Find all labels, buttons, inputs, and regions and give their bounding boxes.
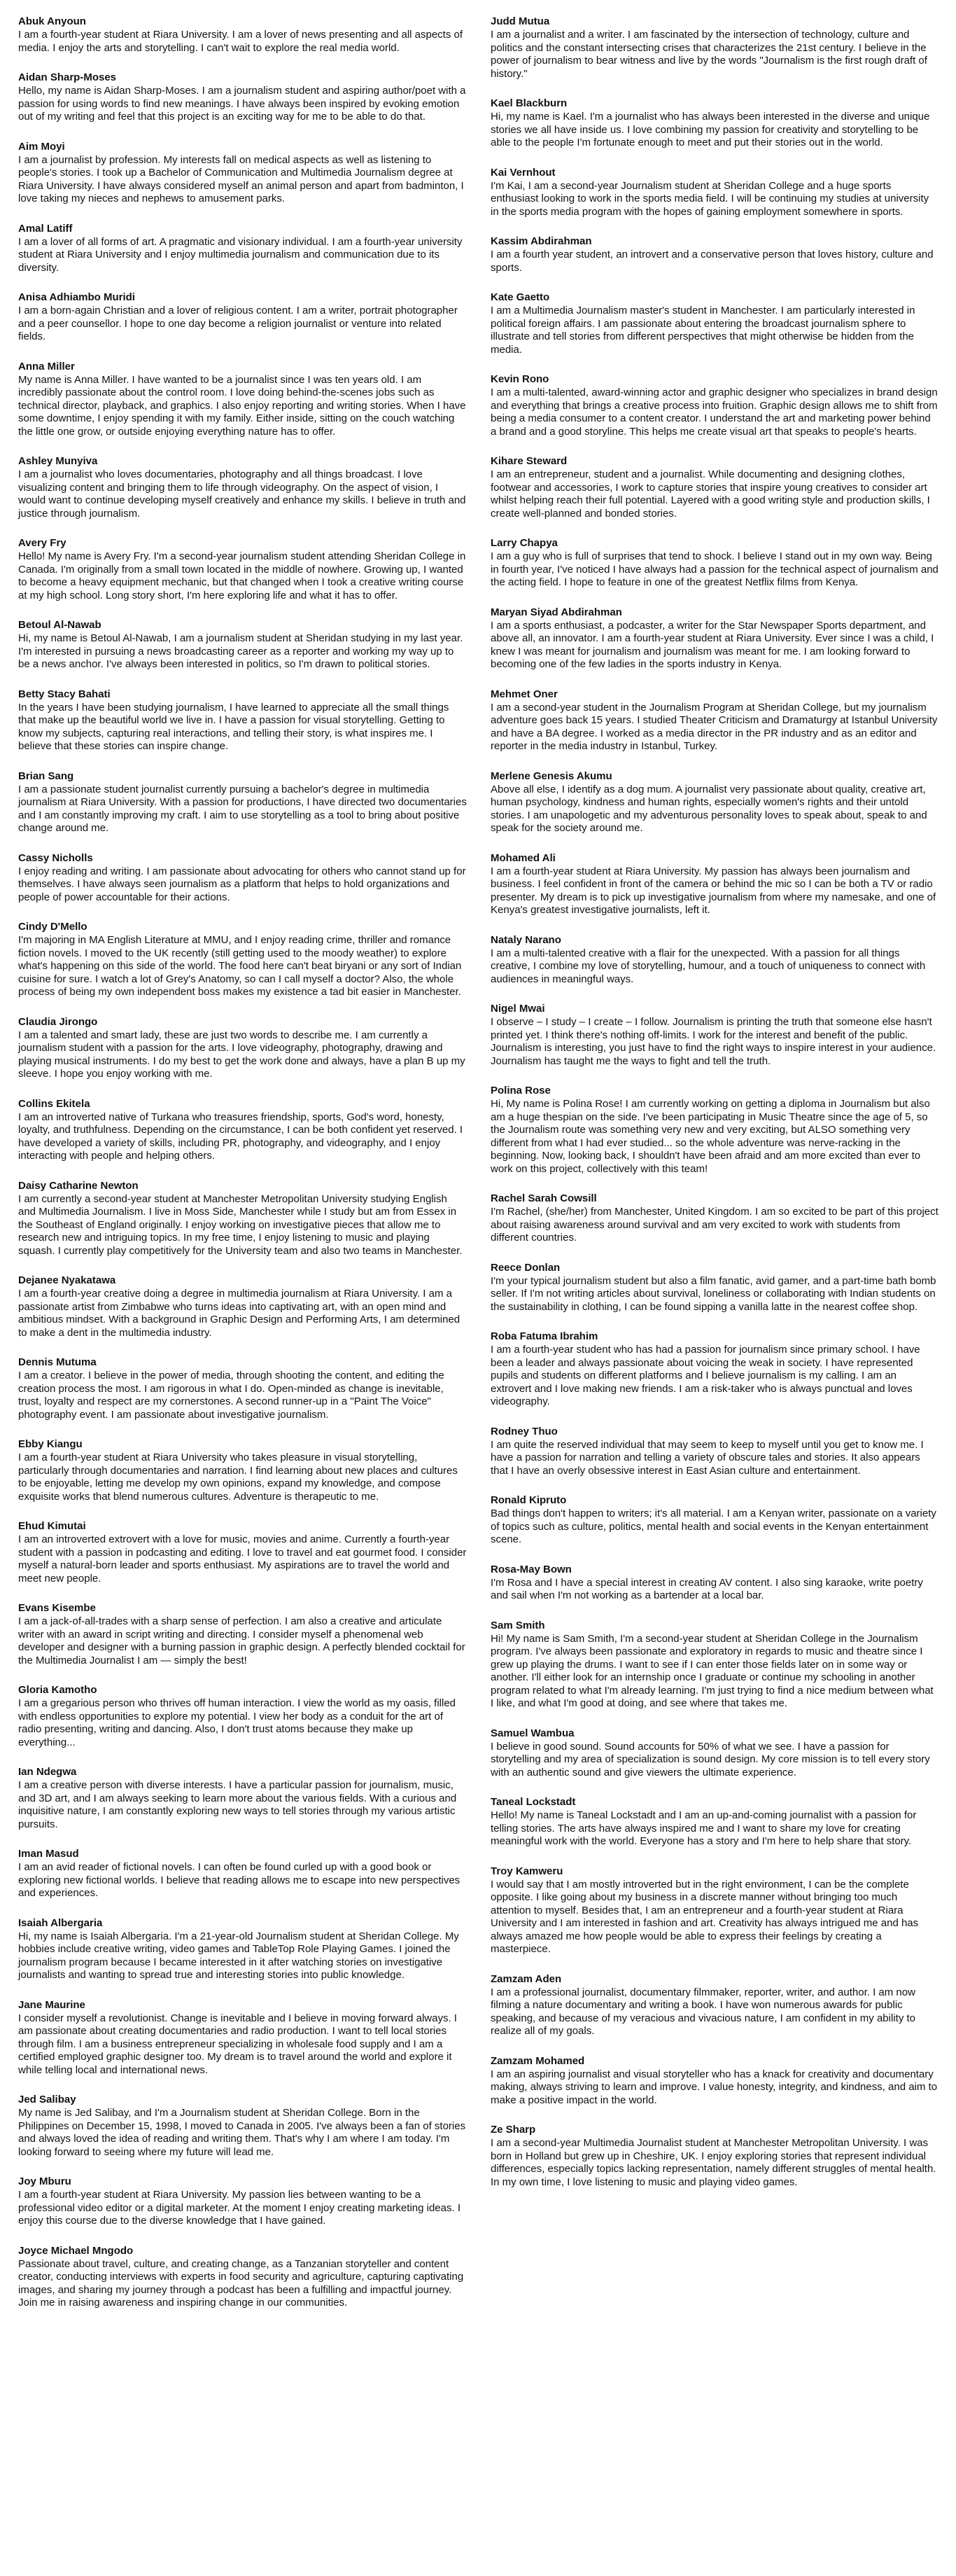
bio-text: I consider myself a revolutionist. Change is inevitable and I believe in moving forward always. I am passionate about creating documentaries and radio production. I want to tell local stories through film. I am a business entrepreneur specializing in wholesale food supply and I am a certified employed graphic designer too. My dream is to travel around the world and explore it while telling local and international news. bbox=[18, 2012, 457, 2076]
bio-name: Evans Kisembe bbox=[18, 1602, 96, 1614]
bio-name: Aidan Sharp-Moses bbox=[18, 71, 117, 83]
bio-entry bbox=[18, 921, 467, 999]
bio-name: Maryan Siyad Abdirahman bbox=[491, 606, 622, 618]
bio-text: I observe – I study – I create – I follow. Journalism is printing the truth that someone else hasn't printed yet. I think there's nothing off-limits. I work for the interest and benefit of the public. Journalism is interesting, you just have to find the right ways to inspire interest in your audience. Journalism has taught me the ways to fight and tell the truth. bbox=[491, 1016, 936, 1067]
bio-name: Kate Gaetto bbox=[491, 291, 550, 303]
bio-name: Rachel Sarah Cowsill bbox=[491, 1192, 597, 1204]
bio-entry bbox=[18, 1274, 467, 1339]
bio-entry bbox=[18, 71, 467, 124]
bio-entry bbox=[18, 770, 467, 835]
bio-entry bbox=[18, 1999, 467, 2077]
bio-name: Kael Blackburn bbox=[491, 97, 568, 109]
bio-text: I am a fourth-year student at Riara University. My passion lies between wanting to be a professional video editor or a digital marketer. At the moment I enjoy creating marketing ideas. I enjoy this course due to the diverse knowledge that I have gained. bbox=[18, 2189, 461, 2227]
bio-text: I am a jack-of-all-trades with a sharp sense of perfection. I am also a creative and articulate writer with an award in script writing and directing. I consider myself a phenomenal web developer and designer with a burning passion in graphic design. A perfectly blended cocktail for the Multimedia Journalist I am — simply the best! bbox=[18, 1615, 465, 1666]
bio-name: Zamzam Mohamed bbox=[491, 2054, 585, 2067]
bio-name: Daisy Catharine Newton bbox=[18, 1179, 139, 1192]
bio-entry bbox=[18, 223, 467, 275]
bio-name: Claudia Jirongo bbox=[18, 1015, 98, 1028]
bio-name: Taneal Lockstadt bbox=[491, 1796, 576, 1808]
bio-text: I am a Multimedia Journalism master's student in Manchester. I am particularly interested in political foreign affairs. I am passionate about entering the broadcast journalism sphere to illustrate and tell stories from different perspectives that might otherwise be hidden from the media. bbox=[491, 305, 915, 356]
bio-name: Judd Mutua bbox=[491, 15, 550, 27]
bio-entry bbox=[18, 1356, 467, 1421]
bio-text: I'm Rosa and I have a special interest in creating AV content. I also sing karaoke, write poetry and sail when I'm not working as a bartender at a local bar. bbox=[491, 1576, 923, 1601]
bio-text: I am a born-again Christian and a lover of religious content. I am a writer, portrait photographer and a peer counsellor. I hope to one day become a religion journalist or venture into related fields. bbox=[18, 305, 458, 342]
bio-entry bbox=[18, 2175, 467, 2228]
bio-name: Ebby Kiangu bbox=[18, 1438, 83, 1450]
bio-name: Rosa-May Bown bbox=[491, 1563, 572, 1575]
bio-entry bbox=[491, 2124, 939, 2189]
bio-text: I am an introverted native of Turkana who treasures friendship, sports, God's word, honesty, loyalty, and truthfulness. Depending on the circumstance, I can be both confident yet reserved. I have developed a variety of skills, including PR, photography, and videography, and I enjoy interacting with people and helping others. bbox=[18, 1111, 463, 1162]
bio-entry bbox=[491, 1330, 939, 1409]
bio-text: Hi, my name is Isaiah Albergaria. I'm a 21-year-old Journalism student at Sheridan College. My hobbies include creative writing, video games and TableTop Role Playing Games. I joined the journalism program because I became interested in it after watching stories on investigative journalists and wanting to spread true and interesting stories into public knowledge. bbox=[18, 1930, 459, 1981]
bio-entry bbox=[491, 1426, 939, 1478]
bio-text: I am a gregarious person who thrives off human interaction. I view the world as my oasis, filled with endless opportunities to explore my potential. I view her body as a conduit for the art of radio presenting, writing and dancing. Also, I don't trust atoms because they make up everything... bbox=[18, 1697, 456, 1748]
bio-entry bbox=[491, 167, 939, 219]
bio-name: Betty Stacy Bahati bbox=[18, 688, 111, 700]
bio-name: Troy Kamweru bbox=[491, 1865, 563, 1877]
bio-text: I am a sports enthusiast, a podcaster, a writer for the Star Newspaper Sports department, and above all, an innovator. I am a fourth-year student at Riara University. Ever since I was a child, I knew I was meant for journalism and journalism was meant for me. I am looking forward to becoming one of the few ladies in the sports industry in Kenya. bbox=[491, 619, 934, 670]
bio-name: Larry Chapya bbox=[491, 537, 558, 549]
bio-text: I am a passionate student journalist currently pursuing a bachelor's degree in multimedia journalism at Riara University. With a passion for productions, I have directed two documentaries and I am constantly improving my craft. I aim to use storytelling as a tool to bring about positive change around me. bbox=[18, 783, 467, 834]
bio-text: I enjoy reading and writing. I am passionate about advocating for others who cannot stand up for themselves. I have always seen journalism as a platform that helps to hold organizations and people of power accountable for their actions. bbox=[18, 865, 466, 903]
bio-entry bbox=[18, 2245, 467, 2310]
bio-name: Polina Rose bbox=[491, 1085, 551, 1096]
bio-text: Bad things don't happen to writers; it's all material. I am a Kenyan writer, passionate on a variety of topics such as culture, politics, mental health and social events in the Kenyan entertainment scene. bbox=[491, 1508, 936, 1545]
bio-text: I am currently a second-year student at Manchester Metropolitan University studying English and Multimedia Journalism. I live in Moss Side, Manchester while I study but am from Essex in the Southeast of England originally. I enjoy working on investigative pieces that allow me to research new and intriguing topics. In my free time, I enjoy listening to music and playing squash. I currently play competitively for the University team and also two teams in Manchester. bbox=[18, 1192, 463, 1257]
bio-entry bbox=[18, 361, 467, 439]
bio-entry bbox=[491, 2055, 939, 2108]
bio-text: I'm your typical journalism student but also a film fanatic, avid gamer, and a part-time bath bomb seller. If I'm not writing articles about survival, loneliness or collaborating with Indian students on the sustainability in clothing, I can be found sipping a vanilla latte in the nearest coffee shop. bbox=[491, 1274, 936, 1313]
bio-text: I am a creative person with diverse interests. I have a particular passion for journalism, music, and 3D art, and I am always seeking to learn more about the various fields. With a curious and inquisitive nature, I am constantly exploring new ways to tell stories through my various artistic pursuits. bbox=[18, 1779, 457, 1830]
bio-name: Brian Sang bbox=[18, 770, 74, 782]
bio-entry bbox=[491, 1192, 939, 1245]
bio-text: Hi, My name is Polina Rose! I am currently working on getting a diploma in Journalism but also am a huge thespian on the side. I've been participating in Music Theatre since the age of 5, so the Journalism route was something very new and very exciting, but ALSO something very different from what I had ever studied... so the whole adventure was nerve-racking in the beginning. Now, looking back, I shouldn't have been afraid and am more excited than ever to work on this project, collectively with this team! bbox=[491, 1098, 930, 1175]
bio-entry bbox=[18, 1520, 467, 1585]
bio-text: In the years I have been studying journalism, I have learned to appreciate all the small things that make up the beautiful world we live in. I have a passion for visual storytelling. Getting to know my subjects, capturing real interactions, and telling their story, is what inspires me. I believe that these stories can inspire change. bbox=[18, 701, 449, 752]
bio-name: Isaiah Albergaria bbox=[18, 1916, 103, 1929]
bio-text: I am a fourth-year student who has had a passion for journalism since primary school. I have been a leader and always passionate about voicing the weak in society. I have represented pupils and students on different platforms and I believe journalism is my calling. I am an extrovert and I love making new friends. I am a risk-taker who is always punctual and loves videography. bbox=[491, 1344, 920, 1407]
bio-entry bbox=[491, 1973, 939, 2038]
bio-name: Ronald Kipruto bbox=[491, 1494, 567, 1506]
bio-name: Amal Latiff bbox=[18, 222, 73, 235]
bio-name: Mehmet Oner bbox=[491, 688, 558, 700]
bio-text: Hi, my name is Betoul Al-Nawab, I am a journalism student at Sheridan studying in my last year. I'm interested in pursuing a news broadcasting career as a reporter and working my way up to be a news anchor. I've always been interested in politics, so I'm drawn to political stories. bbox=[18, 632, 463, 670]
left-column bbox=[18, 15, 467, 2327]
bio-text: I am a guy who is full of surprises that tend to shock. I believe I stand out in my own way. Being in fourth year, I've noticed I have always had a passion for the technical aspect of journalism and the acting field. I hope to feature in one of the greatest Netflix films from Kenya. bbox=[491, 550, 939, 588]
bio-name: Nataly Narano bbox=[491, 933, 561, 946]
bio-text: I am a multi-talented creative with a flair for the unexpected. With a passion for all things creative, I combine my love of storytelling, humour, and a touch of uniqueness to connect with audiences in meaningful ways. bbox=[491, 947, 926, 985]
bio-name: Dennis Mutuma bbox=[18, 1356, 97, 1368]
bio-text: I am a multi-talented, award-winning actor and graphic designer who specializes in brand design and everything that brings a creative process into fruition. Graphic design allows me to shift from being a media consumer to a content creator. I understand the art and marketing power behind a brand and a good storyline. This helps me create visual art that speaks to people's hearts. bbox=[491, 387, 938, 438]
bio-entry bbox=[491, 1620, 939, 1711]
bio-name: Samuel Wambua bbox=[491, 1727, 575, 1739]
bio-name: Rodney Thuo bbox=[491, 1425, 558, 1437]
bio-entry bbox=[491, 15, 939, 81]
bio-name: Kevin Rono bbox=[491, 373, 549, 385]
bio-text: I would say that I am mostly introverted but in the right environment, I can be the complete opposite. I like going about my business in a discrete manner without bringing too much attention to myself. Besides that, I am an entrepreneur and a fourth-year student at Riara University and I am interested in fashion and art. Creativity has always intrigued me and has always amazed me how people would be able to express their feelings by creating a masterpiece. bbox=[491, 1878, 919, 1955]
bio-name: Jane Maurine bbox=[18, 1998, 85, 2011]
bio-entry bbox=[491, 455, 939, 520]
bio-name: Ian Ndegwa bbox=[18, 1766, 77, 1778]
bio-text: Hello, my name is Aidan Sharp-Moses. I am a journalism student and aspiring author/poet with a passion for using words to find new meanings. I have always been inspired by evoking emotion out of my writing and feel that this project is an exciting way for me to be able to do that. bbox=[18, 85, 466, 123]
bio-entry bbox=[18, 1848, 467, 1900]
bio-entry bbox=[18, 1438, 467, 1503]
bio-text: I am a journalist and a writer. I am fascinated by the intersection of technology, culture and politics and the constant intersecting crises that characterizes the 21st century. I believe in the power of journalism to bear witness and live by the words "Journalism is the first rough draft of history." bbox=[491, 29, 927, 80]
bio-entry bbox=[491, 1085, 939, 1176]
bio-text: Hello! My name is Taneal Lockstadt and I am an up-and-coming journalist with a passion for telling stories. The arts have always inspired me and I want to share my love for creating meaningful work with the world. Everyone has a story and I'm here to help share that story. bbox=[491, 1809, 917, 1847]
bio-text: I am a lover of all forms of art. A pragmatic and visionary individual. I am a fourth-year university student at Riara University and I enjoy multimedia journalism and communication due to its diversity. bbox=[18, 235, 463, 274]
bio-text: I am quite the reserved individual that may seem to keep to myself until you get to know me. I have a passion for narration and telling a variety of obscure tales and stories. It also appears that I have an overly obsessive interest in East Asian culture and entertainment. bbox=[491, 1438, 924, 1477]
bio-entry bbox=[491, 1262, 939, 1314]
bio-text: I am an entrepreneur, student and a journalist. While documenting and designing clothes, footwear and accessories, I work to capture stories that inspire young creatives to consider art whilst helping reach their full potential. Layered with a good writing style and production skills, I create well-planned and bonded stories. bbox=[491, 468, 930, 520]
bio-text: I am a second-year Multimedia Journalist student at Manchester Metropolitan University. I was born in Holland but grew up in Cheshire, UK. I enjoy exploring stories that represent individual differences, especially topics lacking representation, namely different struggles of mental health. In my own time, I love listening to music and playing video games. bbox=[491, 2137, 936, 2188]
bio-name: Anisa Adhiambo Muridi bbox=[18, 291, 135, 303]
bio-name: Ehud Kimutai bbox=[18, 1520, 86, 1532]
bio-entry bbox=[18, 141, 467, 206]
bio-entry bbox=[491, 1494, 939, 1547]
bio-text: I am a talented and smart lady, these are just two words to describe me. I am currently a journalism student with a passion for the arts. I love videography, photography, drawing and playing musical instruments. I do my best to get the work done and always, have a plan B up my sleeve. I hope you enjoy working with me. bbox=[18, 1029, 465, 1080]
bio-name: Aim Moyi bbox=[18, 140, 65, 153]
bio-entry bbox=[18, 1766, 467, 1831]
bio-text: Passionate about travel, culture, and creating change, as a Tanzanian storyteller and content creator, conducting interviews with experts in food security and agriculture, capturing captivating images, and sharing my journey through a podcast has been a fulfilling and impactful journey. Join me in raising awareness and inspiring change in our communities. bbox=[18, 2257, 464, 2309]
bio-name: Ze Sharp bbox=[491, 2124, 536, 2136]
bio-entry bbox=[491, 1003, 939, 1068]
bio-entry bbox=[18, 1098, 467, 1163]
bio-entry bbox=[491, 606, 939, 671]
right-column bbox=[491, 15, 939, 2327]
bio-entry bbox=[18, 1016, 467, 1081]
bio-name: Gloria Kamotho bbox=[18, 1684, 97, 1696]
bio-name: Abuk Anyoun bbox=[18, 15, 86, 27]
bio-text: I am a fourth-year creative doing a degree in multimedia journalism at Riara University. I am a passionate artist from Zimbabwe who turns ideas into captivating art, with an open mind and ambitious mindset. With a background in Graphic Design and Performing Arts, I am determined to make a dent in the multimedia industry. bbox=[18, 1288, 461, 1339]
bio-entry bbox=[491, 1796, 939, 1849]
bio-text: I am a journalist who loves documentaries, photography and all things broadcast. I love visualizing content and bringing them to life through videography. On the aspect of vision, I would want to continue developing myself creatively and enhance my skills. I believe in truth and justice through journalism. bbox=[18, 468, 466, 520]
bio-name: Zamzam Aden bbox=[491, 1972, 562, 1985]
bio-entry bbox=[18, 1684, 467, 1749]
bio-entry bbox=[491, 235, 939, 274]
bio-entry bbox=[491, 1865, 939, 1956]
bio-name: Iman Masud bbox=[18, 1848, 79, 1860]
bio-entry bbox=[491, 770, 939, 835]
bio-entry bbox=[491, 1564, 939, 1603]
bio-name: Kihare Steward bbox=[491, 455, 568, 467]
bio-text: I am a fourth-year student at Riara University. My passion has always been journalism and business. I feel confident in front of the camera or behind the mic so I can be both a TV or radio presenter. My dream is to pick up investigative journalism from where my namesake, and one of Kenya's greatest investigative journalists, left it. bbox=[491, 865, 936, 916]
bio-name: Mohamed Ali bbox=[491, 851, 556, 864]
bio-entry bbox=[491, 537, 939, 590]
bio-name: Merlene Genesis Akumu bbox=[491, 770, 612, 782]
bio-text: I am a professional journalist, documentary filmmaker, reporter, writer, and author. I am now filming a nature documentary and writing a book. I have won numerous awards for public speaking, and because of my veracious and vivacious nature, I am confident in my ability to realize all of my goals. bbox=[491, 1986, 915, 2037]
bio-entry bbox=[491, 1727, 939, 1780]
bio-text: Hello! My name is Avery Fry. I'm a second-year journalism student attending Sheridan College in Canada. I'm originally from a small town located in the middle of nowhere. Growing up, I wanted to become a heavy equipment mechanic, but that changed when I took a creative writing course at my high school. Long story short, I'm here exploring life and what it has to offer. bbox=[18, 550, 466, 601]
bio-text: Above all else, I identify as a dog mum. A journalist very passionate about quality, creative art, human psychology, kindness and human rights, especially women's rights and their untold stories. I am unapologetic and my adventurous personality loves to speak about, speak to and speak for the society around me. bbox=[491, 783, 927, 834]
bio-text: I'm Kai, I am a second-year Journalism student at Sheridan College and a huge sports enthusiast looking to work in the sports media field. I will be continuing my studies at university in the sports media program with the hopes of gaining employment somewhere in sports. bbox=[491, 179, 929, 218]
bio-entry bbox=[18, 1602, 467, 1667]
bio-text: I am a second-year student in the Journalism Program at Sheridan College, but my journalism adventure goes back 15 years. I studied Theater Criticism and Dramaturgy at Istanbul University and have a BA degree. I worked as a media director in the PR industry and as an editor and reporter in the media industry in Istanbul, Turkey. bbox=[491, 701, 938, 752]
bio-entry bbox=[18, 619, 467, 671]
bio-text: I am a fourth-year student at Riara University who takes pleasure in visual storytelling, particularly through documentaries and narration. I find learning about new places and cultures to be enjoyable, letting me develop my own opinions, expand my knowledge, and compose exquisite works that blend numerous cultures. Adventure is therapeutic to me. bbox=[18, 1451, 458, 1503]
bio-name: Kassim Abdirahman bbox=[491, 235, 592, 247]
bio-name: Roba Fatuma Ibrahim bbox=[491, 1330, 598, 1342]
bio-text: I am a fourth-year student at Riara University. I am a lover of news presenting and all aspects of media. I enjoy the arts and storytelling. I can't wait to explore the real media world. bbox=[18, 29, 463, 54]
bio-name: Cassy Nicholls bbox=[18, 851, 93, 864]
bio-entry bbox=[18, 455, 467, 520]
bio-name: Reece Donlan bbox=[491, 1261, 561, 1274]
bio-name: Joyce Michael Mngodo bbox=[18, 2244, 134, 2257]
bio-entry bbox=[18, 1917, 467, 1982]
bio-entry bbox=[18, 688, 467, 753]
bio-name: Joy Mburu bbox=[18, 2175, 71, 2187]
bio-entry bbox=[18, 852, 467, 905]
bio-entry bbox=[491, 934, 939, 987]
bio-entry bbox=[491, 688, 939, 753]
bio-name: Avery Fry bbox=[18, 537, 66, 549]
bio-entry bbox=[491, 373, 939, 438]
bio-name: Collins Ekitela bbox=[18, 1097, 90, 1110]
bio-entry bbox=[491, 852, 939, 917]
bio-entry bbox=[18, 1180, 467, 1258]
bio-text: I am a creator. I believe in the power of media, through shooting the content, and editing the creation process the most. I am rigorous in what I do. Open-minded as change is inevitable, trust, loyalty and respect are my cornerstones. A second runner-up in a "Paint The Voice" photography event. I am passionate about investigative journalism. bbox=[18, 1370, 444, 1421]
bio-name: Anna Miller bbox=[18, 360, 75, 373]
bio-entry bbox=[18, 2094, 467, 2159]
bio-text: Hi, my name is Kael. I'm a journalist who has always been interested in the diverse and unique stories we all have inside us. I love combining my passion for creativity and storytelling to be able to the people I'm fortunate enough to meet and put their stories out in the world. bbox=[491, 111, 930, 148]
bio-text: My name is Jed Salibay, and I'm a Journalism student at Sheridan College. Born in the Philippines on December 15, 1998, I moved to Canada in 2005. I've always been a fan of stories and always loved the idea of reading and writing them. That's why I am where I am today. I'm looking forward to seeing where my future will lead me. bbox=[18, 2107, 466, 2158]
bio-text: I am a journalist by profession. My interests fall on medical aspects as well as listening to people's stories. I took up a Bachelor of Communication and Multimedia Journalism degree at Riara University. I have always considered myself an animal person and apart from badminton, I love taking my nieces and nephews to amusement parks. bbox=[18, 153, 464, 204]
bio-name: Dejanee Nyakatawa bbox=[18, 1274, 116, 1286]
bio-text: Hi! My name is Sam Smith, I'm a second-year student at Sheridan College in the Journalism program. I've always been passionate and exploratory in regards to music and theatre since I grew up playing the drums. I want to see if I can enter those fields later on in some way or another. I'll either look for an internship once I graduate or continue my schooling in another program related to what I'm already learning. I'm just trying to find a nice medium between what I like, and what I'm good at doing, and see where that takes me. bbox=[491, 1632, 934, 1709]
bio-name: Jed Salibay bbox=[18, 2094, 76, 2105]
bio-text: I am an introverted extrovert with a love for music, movies and anime. Currently a fourth-year student with a passion in podcasting and editing. I love to travel and eat gourmet food. I consider myself a natural-born leader and sports enthusiast. My aspirations are to travel the world and meet new people. bbox=[18, 1533, 467, 1585]
bio-text: I am a fourth year student, an introvert and a conservative person that loves history, culture and sports. bbox=[491, 249, 934, 274]
bio-text: I am an aspiring journalist and visual storyteller who has a knack for creativity and documentary making, always striving to learn and improve. I value honesty, integrity, and kindness, and aim to make a positive impact in the world. bbox=[491, 2068, 938, 2106]
bio-name: Kai Vernhout bbox=[491, 166, 556, 179]
bio-entry bbox=[491, 97, 939, 150]
bio-entry bbox=[18, 291, 467, 344]
bio-text: I'm Rachel, (she/her) from Manchester, United Kingdom. I am so excited to be part of this project about raising awareness around survival and am very excited to work with students from different countries. bbox=[491, 1206, 939, 1244]
bio-text: My name is Anna Miller. I have wanted to be a journalist since I was ten years old. I am incredibly passionate about the control room. I love doing behind-the-scenes jobs such as technical director, playback, and graphics. I also enjoy reporting and writing stories. When I have some downtime, I enjoy spending it with my family. Either inside, sitting on the couch watching the little one grow, or outside enjoying everything nature has to offer. bbox=[18, 373, 466, 438]
bio-entry bbox=[491, 291, 939, 356]
bio-entry bbox=[18, 537, 467, 602]
bio-text: I believe in good sound. Sound accounts for 50% of what we see. I have a passion for storytelling and my area of specialization is sound design. My core mission is to tell every story with an authentic sound and give viewers the ultimate experience. bbox=[491, 1740, 930, 1778]
bio-name: Nigel Mwai bbox=[491, 1003, 545, 1015]
bio-name: Cindy D'Mello bbox=[18, 921, 87, 933]
bio-text: I am an avid reader of fictional novels. I can often be found curled up with a good book or exploring new fictional worlds. I believe that reading allows me to escape into new perspectives and experiences. bbox=[18, 1861, 461, 1899]
bio-entry bbox=[18, 15, 467, 55]
bio-name: Ashley Munyiva bbox=[18, 455, 98, 467]
bio-name: Sam Smith bbox=[491, 1619, 545, 1631]
bio-text: I'm majoring in MA English Literature at MMU, and I enjoy reading crime, thriller and romance fiction novels. I moved to the UK recently (still getting used to the moody weather) to explore what's happening on this side of the world. The food here can't beat biryani or any sort of Indian cuisine for sure. I watch a lot of Grey's Anatomy, so can I call myself a doctor? Also, the whole process of being my own independent boss makes my existence a tad bit easier in Manchester. bbox=[18, 934, 462, 998]
bio-name: Betoul Al-Nawab bbox=[18, 619, 101, 631]
